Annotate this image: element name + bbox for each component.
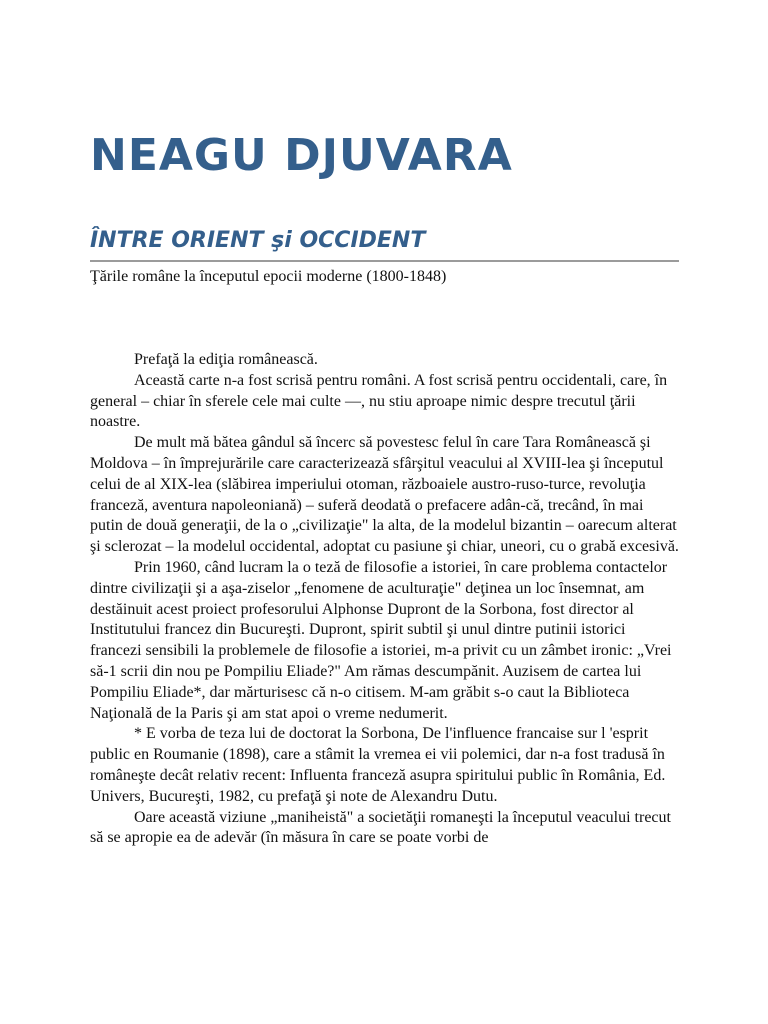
body-text — [90, 350, 680, 849]
title-divider — [90, 260, 679, 262]
author-name: NEAGU DJUVARA — [90, 130, 513, 181]
footnote-paragraph: * E vorba de teza lui de doctorat la Sorbona, De l'influence francaise sur l 'esprit public en Roumanie (1898), care a stâmit la vremea ei vii polemici, dar n-a fost tradusă în româneşte decât relativ recent: Influenta franceză asupra spiritului public în România, Ed. Univers, Bucureşti, 1982, cu prefaţă şi note de Alexandru Dutu. — [90, 725, 666, 805]
book-subtitle: Ţările române la începutul epocii moderne (1800-1848) — [90, 268, 447, 285]
paragraph: Această carte n-a fost scrisă pentru români. A fost scrisă pentru occidentali, care, în general – chiar în sferele cele mai culte —, nu stiu aproape nimic despre trecutul ţării noastre. — [90, 371, 668, 431]
preface-heading: Prefaţă la ediţia românească. — [134, 351, 318, 368]
paragraph: Prin 1960, când lucram la o teză de filosofie a istoriei, în care problema contactelor dintre civilizaţii şi a aşa-ziselor „fenomene de aculturaţie" deţinea un loc însemnat, am destăinuit acest proiect profesorului Alphonse Dupront de la Sorbona, fost director al Institutului francez din Bucureşti. Dupront, spirit subtil şi unul dintre putinii istorici francezi sensibili la problemele de filosofie a istoriei, m-a privit cu un zâmbet ironic: „Vrei să-1 scrii din nou pe Pompiliu Eliade?" Am rămas descumpănit. Auzisem de cartea lui Pompiliu Eliade*, dar mărturisesc că n-o citisem. M-am grăbit s-o caut la Biblioteca Naţională de la Paris şi am stat apoi o vreme nedumerit. — [90, 558, 672, 722]
book-title: ÎNTRE ORIENT şi OCCIDENT — [90, 228, 426, 253]
paragraph: De mult mă bătea gândul să încerc să povestesc felul în care Tara Românească şi Moldova – în împrejurările care caracterizează sfârşitul veacului al XVIII-lea şi începutul celui de al XIX-lea (slăbirea imperiului otoman, războaiele austro-ruso-turce, revoluţia franceză, aventura napoleoniană) – suferă deodată o prefacere adân-că, trecând, în mai putin de două generaţii, de la o „civilizaţie" la alta, de la modelul bizantin – oarecum alterat şi sclerozat – la modelul occidental, adoptat cu pasiune şi chiar, uneori, cu o grabă excesivă. — [90, 434, 679, 556]
paragraph: Oare această viziune „maniheistă" a societăţii romaneşti la începutul veacului trecut să se apropie ea de adevăr (în măsura în care se poate vorbi de — [90, 808, 671, 847]
